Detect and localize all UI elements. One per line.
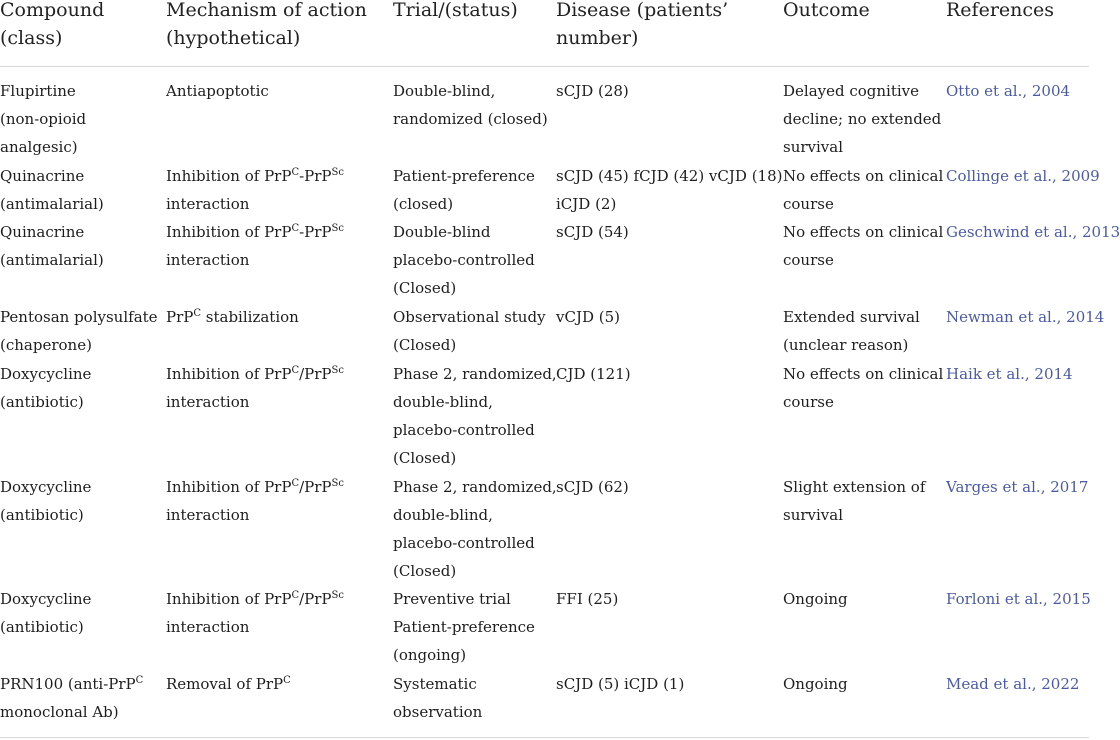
reference-link[interactable] (946, 162, 1100, 190)
header-reference (946, 0, 1054, 24)
reference-link[interactable] (946, 670, 1079, 698)
cell-text-line: randomized (closed) (393, 110, 548, 128)
cell-text-line: No effects on clinical (783, 167, 944, 185)
mechanism-cell (166, 360, 344, 416)
cell-text-line: observation (393, 703, 483, 721)
cell-text-line: (unclear reason) (783, 336, 909, 354)
compound-cell (0, 360, 91, 416)
cell-text-line: double-blind, (393, 393, 493, 411)
cell-text-line: sCJD (54) (556, 223, 629, 241)
cell-text-line: interaction (166, 506, 250, 524)
cell-text-line: Quinacrine (0, 223, 85, 241)
mechanism-cell (166, 473, 344, 529)
header-compound (0, 0, 104, 52)
cell-text-line: interaction (166, 195, 250, 213)
trial-cell (393, 162, 535, 218)
outcome-cell (783, 585, 848, 613)
disease-cell (556, 162, 783, 218)
outcome-cell (783, 670, 848, 698)
mechanism-cell (166, 218, 344, 274)
compound-cell (0, 162, 104, 218)
compound-cell (0, 670, 143, 726)
mechanism-cell (166, 670, 291, 698)
cell-text-line: (non-opioid (0, 110, 87, 128)
mechanism-cell (166, 77, 269, 105)
disease-cell (556, 670, 684, 698)
reference-link-text[interactable]: Forloni et al., 2015 (946, 590, 1091, 608)
cell-text-line: Inhibition of PrP$^C$/PrP$^{Sc}$ (166, 365, 344, 383)
cell-text-line: Doxycycline (0, 365, 92, 383)
trial-cell (393, 473, 557, 585)
disease-cell (556, 360, 631, 388)
outcome-cell (783, 77, 941, 161)
cell-text-line: (Closed) (393, 562, 457, 580)
cell-text-line: Inhibition of PrP$^C$/PrP$^{Sc}$ (166, 478, 344, 496)
cell-text-line: Inhibition of PrP$^C$-PrP$^{Sc}$ (166, 167, 344, 185)
header-outcome (783, 0, 870, 24)
reference-link-text[interactable]: Varges et al., 2017 (946, 478, 1089, 496)
cell-text-line: PrP$^C$ stabilization (166, 308, 299, 326)
cell-text-line: Ongoing (783, 675, 848, 693)
reference-link[interactable] (946, 218, 1120, 246)
cell-text-line: double-blind, (393, 506, 493, 524)
compound-cell (0, 77, 86, 161)
cell-text-line: sCJD (5) iCJD (1) (556, 675, 685, 693)
cell-text-line: Extended survival (783, 308, 920, 326)
reference-link[interactable] (946, 473, 1088, 501)
compound-cell (0, 303, 158, 359)
cell-text-line: (ongoing) (393, 646, 467, 664)
cell-text-line: (antibiotic) (0, 393, 84, 411)
header-disease (556, 0, 728, 52)
cell-text-line: analgesic) (0, 138, 78, 156)
cell-text-line: Flupirtine (0, 82, 76, 100)
header-text-line: Outcome (783, 0, 870, 21)
compound-cell (0, 473, 91, 529)
cell-text-line: (Closed) (393, 336, 457, 354)
cell-text-line: placebo-controlled (393, 534, 535, 552)
header-text-line: References (946, 0, 1055, 21)
cell-text-line: monoclonal Ab) (0, 703, 119, 721)
cell-text-line: interaction (166, 393, 250, 411)
cell-text-line: sCJD (62) (556, 478, 629, 496)
cell-text-line: No effects on clinical (783, 365, 944, 383)
outcome-cell (783, 218, 943, 274)
cell-text-line: interaction (166, 618, 250, 636)
reference-link[interactable] (946, 303, 1104, 331)
cell-text-line: iCJD (2) (556, 195, 617, 213)
cell-text-line: decline; no extended (783, 110, 942, 128)
cell-text-line: Ongoing (783, 590, 848, 608)
cell-text-line: Antiapoptotic (166, 82, 269, 100)
reference-link[interactable] (946, 360, 1073, 388)
cell-text-line: (antibiotic) (0, 506, 84, 524)
cell-text-line: placebo-controlled (393, 251, 535, 269)
reference-link[interactable] (946, 585, 1091, 613)
cell-text-line: Double-blind, (393, 82, 496, 100)
cell-text-line: Slight extension of (783, 478, 926, 496)
reference-link-text[interactable]: Newman et al., 2014 (946, 308, 1105, 326)
cell-text-line: (closed) (393, 195, 454, 213)
cell-text-line: placebo-controlled (393, 421, 535, 439)
cell-text-line: vCJD (5) (556, 308, 621, 326)
cell-text-line: (chaperone) (0, 336, 92, 354)
cell-text-line: sCJD (28) (556, 82, 629, 100)
cell-text-line: interaction (166, 251, 250, 269)
trial-cell (393, 303, 546, 359)
cell-text-line: CJD (121) (556, 365, 631, 383)
cell-text-line: survival (783, 506, 844, 524)
header-text-line: Disease (patients’ (556, 0, 729, 21)
mechanism-cell (166, 585, 344, 641)
cell-text-line: (Closed) (393, 449, 457, 467)
cell-text-line: Phase 2, randomized, (393, 478, 557, 496)
disease-cell (556, 585, 618, 613)
disease-cell (556, 303, 620, 331)
trial-cell (393, 670, 482, 726)
reference-link-text[interactable]: Collinge et al., 2009 (946, 167, 1100, 185)
disease-cell (556, 77, 629, 105)
trial-cell (393, 77, 548, 133)
cell-text-line: Observational study (393, 308, 546, 326)
reference-link-text[interactable]: Haik et al., 2014 (946, 365, 1073, 383)
mechanism-cell (166, 303, 299, 331)
cell-text-line: No effects on clinical (783, 223, 944, 241)
cell-text-line: PRN100 (anti-PrP$^C$ (0, 675, 144, 693)
reference-link[interactable] (946, 77, 1070, 105)
cell-text-line: Inhibition of PrP$^C$-PrP$^{Sc}$ (166, 223, 344, 241)
cell-text-line: Delayed cognitive (783, 82, 920, 100)
disease-cell (556, 218, 629, 246)
compound-cell (0, 218, 104, 274)
cell-text-line: Removal of PrP$^C$ (166, 675, 291, 693)
cell-text-line: Doxycycline (0, 590, 92, 608)
cell-text-line: (antimalarial) (0, 251, 104, 269)
outcome-cell (783, 303, 920, 359)
cell-text-line: Phase 2, randomized, (393, 365, 557, 383)
cell-text-line: Inhibition of PrP$^C$/PrP$^{Sc}$ (166, 590, 344, 608)
header-text-line: (class) (0, 27, 63, 49)
header-text-line: number) (556, 27, 639, 49)
cell-text-line: (antibiotic) (0, 618, 84, 636)
header-trial (393, 0, 518, 24)
outcome-cell (783, 360, 943, 416)
header-mechanism (166, 0, 367, 52)
cell-text-line: Doxycycline (0, 478, 92, 496)
cell-text-line: (antimalarial) (0, 195, 104, 213)
reference-link-text[interactable]: Geschwind et al., 2013 (946, 223, 1120, 241)
header-text-line: (hypothetical) (166, 27, 301, 49)
reference-link-text[interactable]: Mead et al., 2022 (946, 675, 1080, 693)
cell-text-line: course (783, 393, 834, 411)
cell-text-line: course (783, 195, 834, 213)
disease-cell (556, 473, 629, 501)
cell-text-line: Patient-preference (393, 618, 535, 636)
cell-text-line: Preventive trial (393, 590, 511, 608)
outcome-cell (783, 473, 925, 529)
mechanism-cell (166, 162, 344, 218)
trial-cell (393, 585, 535, 669)
cell-text-line: sCJD (45) fCJD (42) vCJD (18) (556, 167, 783, 185)
trial-cell (393, 360, 557, 472)
table-bottom-rule (0, 737, 1089, 738)
cell-text-line: course (783, 251, 834, 269)
reference-link-text[interactable]: Otto et al., 2004 (946, 82, 1071, 100)
cell-text-line: (Closed) (393, 279, 457, 297)
trial-cell (393, 218, 535, 302)
cell-text-line: Quinacrine (0, 167, 85, 185)
header-text-line: Compound (0, 0, 105, 21)
header-text-line: Trial/(status) (393, 0, 518, 21)
cell-text-line: Pentosan polysulfate (0, 308, 158, 326)
table-header (0, 0, 1089, 66)
header-text-line: Mechanism of action (166, 0, 367, 21)
cell-text-line: FFI (25) (556, 590, 619, 608)
outcome-cell (783, 162, 943, 218)
cell-text-line: Double-blind (393, 223, 491, 241)
cell-text-line: survival (783, 138, 844, 156)
compound-cell (0, 585, 91, 641)
cell-text-line: Systematic (393, 675, 477, 693)
header-divider (0, 66, 1089, 67)
cell-text-line: Patient-preference (393, 167, 535, 185)
